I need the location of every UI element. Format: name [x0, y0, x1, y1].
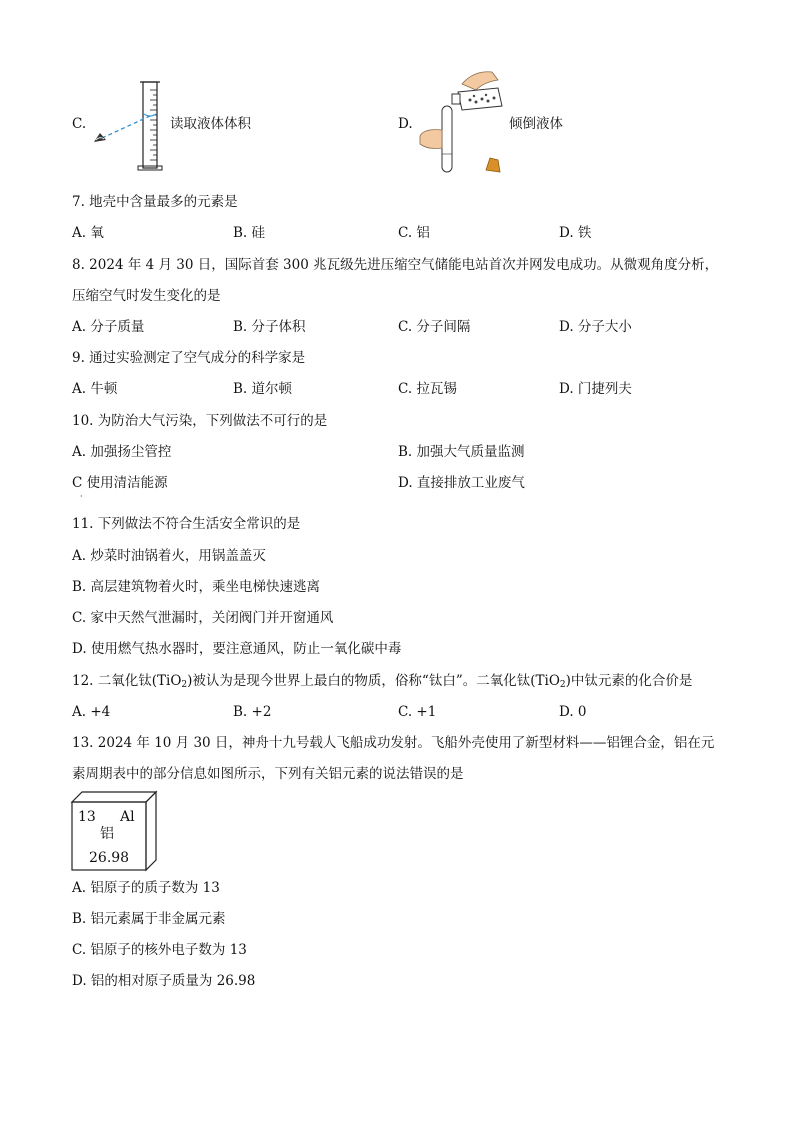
element-name: 铝	[100, 826, 114, 842]
q10-option-b: B. 加强大气质量监测	[398, 444, 525, 460]
q11-option-b: B. 高层建筑物着火时，乘坐电梯快速逃离	[72, 579, 321, 595]
q9-option-c: C. 拉瓦锡	[398, 381, 457, 397]
q13-stem-line2: 素周期表中的部分信息如图所示，下列有关铝元素的说法错误的是	[72, 766, 464, 782]
option-d-letter: D.	[398, 116, 413, 132]
option-c-label: 读取液体体积	[170, 116, 251, 132]
element-number: 13	[78, 809, 96, 825]
q10-stem: 10. 为防治大气污染，下列做法不可行的是	[72, 413, 328, 429]
q8-option-a: A. 分子质量	[72, 319, 145, 335]
q11-stem: 11. 下列做法不符合生活安全常识的是	[72, 516, 301, 532]
graduated-cylinder-figure	[88, 78, 178, 173]
q12-option-b: B. +2	[233, 704, 272, 720]
q7-option-c: C. 铝	[398, 225, 430, 241]
option-d-label: 倾倒液体	[509, 116, 563, 132]
q9-option-d: D. 门捷列夫	[559, 381, 632, 397]
q13-option-a: A. 铝原子的质子数为 13	[72, 880, 220, 896]
q11-option-d: D. 使用燃气热水器时，要注意通风，防止一氧化碳中毒	[72, 641, 402, 657]
q13-option-c: C. 铝原子的核外电子数为 13	[72, 942, 247, 958]
q8-option-b: B. 分子体积	[233, 319, 306, 335]
q7-option-d: D. 铁	[559, 225, 592, 241]
q9-stem: 9. 通过实验测定了空气成分的科学家是	[72, 350, 306, 366]
q13-option-b: B. 铝元素属于非金属元素	[72, 911, 226, 927]
q12-stem: 12. 二氧化钛(TiO$_2$)被认为是现今世界上最白的物质，俗称“钛白”。二氧化钛(TiO$_2$)中钛元素的化合价是	[72, 673, 693, 690]
q11-option-a: A. 炒菜时油锅着火，用锅盖盖灭	[72, 548, 266, 564]
q8-stem-line2: 压缩空气时发生变化的是	[72, 288, 221, 304]
q9-option-b: B. 道尔顿	[233, 381, 293, 397]
q10-option-c: C 使用清洁能源	[72, 475, 168, 491]
element-symbol: Al	[120, 809, 135, 825]
q13-option-d: D. 铝的相对原子质量为 26.98	[72, 973, 256, 989]
q7-stem: 7. 地壳中含量最多的元素是	[72, 194, 238, 210]
q10-option-d: D. 直接排放工业废气	[398, 475, 525, 491]
q8-stem-line1: 8. 2024 年 4 月 30 日，国际首套 300 兆瓦级先进压缩空气储能电站首次并网发电成功。从微观角度分析，	[72, 257, 719, 273]
q7-option-b: B. 硅	[233, 225, 266, 241]
pouring-liquid-figure	[414, 66, 514, 178]
q7-option-a: A. 氧	[72, 225, 104, 241]
q12-option-d: D. 0	[559, 704, 587, 720]
q13-stem-line1: 13. 2024 年 10 月 30 日，神舟十九号载人飞船成功发射。飞船外壳使用了新型材料——铝锂合金，铝在元	[72, 735, 715, 751]
q11-option-c: C. 家中天然气泄漏时，关闭阀门并开窗通风	[72, 610, 334, 626]
q12-option-a: A. +4	[72, 704, 111, 720]
q12-option-c: C. +1	[398, 704, 437, 720]
q9-option-a: A. 牛顿	[72, 381, 118, 397]
element-mass: 26.98	[89, 850, 130, 866]
q8-option-d: D. 分子大小	[559, 319, 632, 335]
q8-option-c: C. 分子间隔	[398, 319, 471, 335]
q10-option-a: A. 加强扬尘管控	[72, 444, 172, 460]
stray-dot: ·	[80, 492, 83, 501]
option-c-letter: C.	[72, 116, 87, 132]
